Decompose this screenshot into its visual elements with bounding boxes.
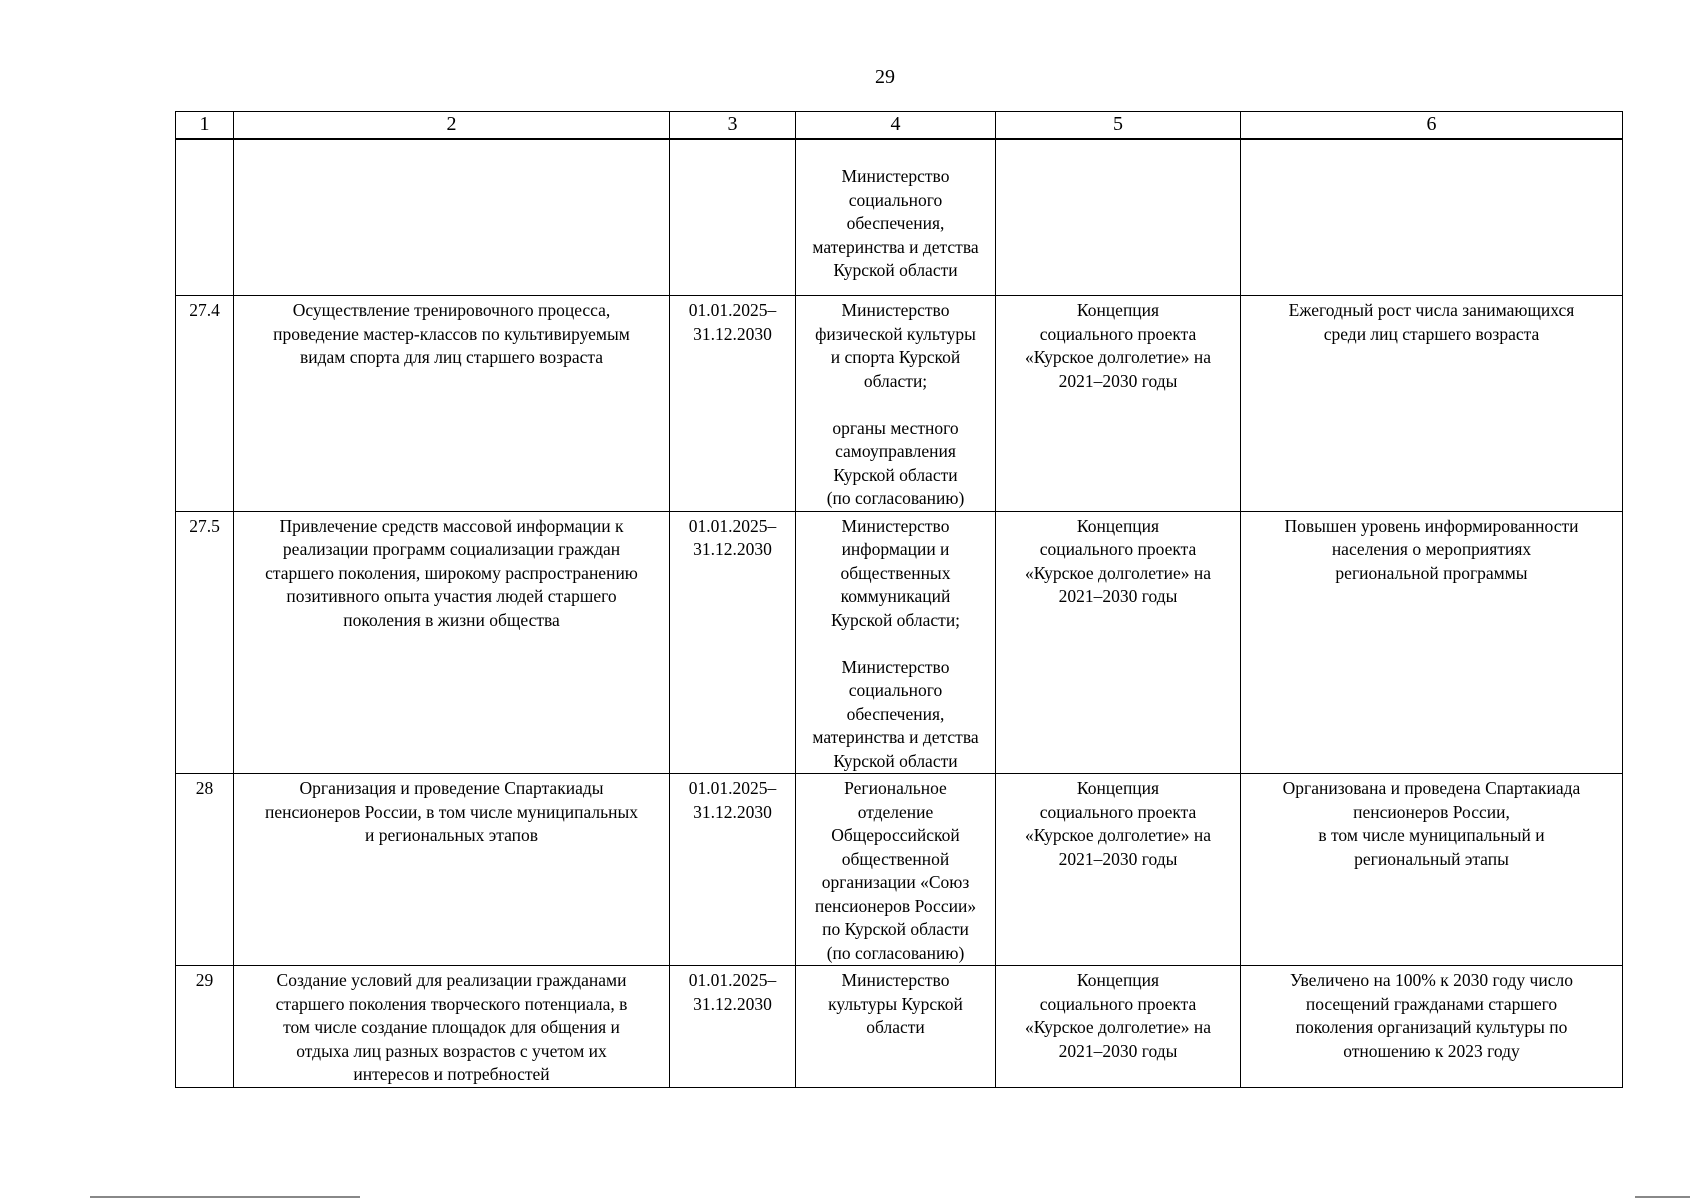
text-line: региональный этапы — [1354, 848, 1509, 869]
table-row — [176, 296, 1623, 512]
text-line: области — [866, 1017, 925, 1037]
document-cell — [996, 966, 1241, 1088]
text-line: Концепция — [1076, 970, 1160, 990]
text-line: 2021–2030 годы — [1058, 1040, 1178, 1061]
text-line: Министерство — [841, 515, 950, 536]
executor-cell — [796, 511, 996, 774]
text-line: обеспечения, — [846, 213, 945, 233]
text-line: 01.01.2025– — [688, 778, 777, 798]
executor-cell — [796, 966, 996, 1088]
table-row — [176, 966, 1623, 1088]
text-line: том числе создание площадок для общения и — [283, 1017, 620, 1037]
text-line: Региональное — [844, 778, 947, 798]
blank-line — [797, 393, 994, 417]
text-line: области; — [863, 370, 928, 391]
text-line: по Курской области — [822, 919, 969, 939]
text-line: (по согласованию) — [826, 942, 965, 963]
text-line: посещений гражданами старшего — [1305, 993, 1558, 1014]
text-line: 01.01.2025– — [688, 970, 777, 990]
text-line: самоуправления — [835, 441, 956, 461]
row-number-cell: 27.4 — [176, 296, 234, 512]
text-line: 2021–2030 годы — [1058, 848, 1178, 869]
text-line: (по согласованию) — [826, 488, 965, 508]
period-cell — [670, 966, 796, 1088]
text-line: Привлечение средств массовой информации к — [279, 515, 624, 536]
row-number-cell: 27.5 — [176, 511, 234, 774]
result-cell — [1241, 966, 1623, 1088]
text-line: Увеличено на 100% к 2030 году число — [1290, 970, 1573, 990]
table-row — [176, 774, 1623, 966]
text-line: позитивного опыта участия людей старшего — [286, 586, 617, 606]
text-line: и региональных этапов — [364, 825, 539, 845]
text-line: «Курское долголетие» на — [1024, 347, 1212, 367]
executor-cell — [796, 296, 996, 512]
text-line: Организация и проведение Спартакиады — [299, 778, 604, 798]
period-cell — [670, 774, 796, 966]
text-line: социального — [848, 189, 943, 210]
measure-cell — [234, 139, 670, 296]
text-line: организации «Союз — [821, 872, 970, 892]
text-line: материнства и детства — [812, 727, 979, 747]
text-line: интересов и потребностей — [353, 1064, 550, 1084]
text-line: социального проекта — [1039, 993, 1197, 1014]
text-line: физической культуры — [815, 323, 976, 344]
text-line: «Курское долголетие» на — [1024, 562, 1212, 583]
text-line: поколения организаций культуры по — [1295, 1017, 1568, 1037]
header-row — [176, 112, 1623, 140]
column-header: 6 — [1241, 112, 1623, 140]
result-cell — [1241, 139, 1623, 296]
blank-line — [797, 632, 994, 656]
measure-cell — [234, 774, 670, 966]
text-line: «Курское долголетие» на — [1024, 1017, 1212, 1037]
text-line: социального — [848, 680, 943, 700]
text-line: органы местного — [832, 417, 959, 438]
text-line: отдыха лиц разных возрастов с учетом их — [296, 1040, 607, 1061]
text-line: 31.12.2030 — [693, 323, 772, 344]
table-row — [176, 511, 1623, 774]
text-line: Общероссийской — [831, 825, 960, 845]
table-row — [176, 139, 1623, 296]
text-line: Организована и проведена Спартакиада — [1282, 778, 1581, 798]
scan-mark — [1635, 1196, 1690, 1198]
action-plan-table — [175, 111, 1623, 1088]
text-line: региональной программы — [1335, 562, 1528, 583]
text-line: социального проекта — [1039, 801, 1197, 822]
text-line: общественных — [840, 562, 951, 583]
text-line: Министерство — [841, 656, 950, 677]
text-line: реализации программ социализации граждан — [282, 539, 621, 559]
text-line: отношению к 2023 году — [1343, 1040, 1520, 1061]
text-line: в том числе муниципальный и — [1318, 825, 1545, 845]
row-number-cell: 28 — [176, 774, 234, 966]
text-line: населения о мероприятиях — [1331, 539, 1532, 559]
result-cell — [1241, 774, 1623, 966]
text-line: Курской области — [833, 260, 958, 280]
column-header: 5 — [996, 112, 1241, 140]
document-cell — [996, 296, 1241, 512]
text-line: пенсионеров России» — [814, 895, 977, 916]
text-line: среди лиц старшего возраста — [1323, 323, 1540, 344]
document-cell — [996, 774, 1241, 966]
text-line: Курской области — [833, 750, 958, 771]
text-line: 2021–2030 годы — [1058, 370, 1178, 391]
text-line: проведение мастер-классов по культивируемым — [273, 323, 630, 344]
text-line: Ежегодный рост числа занимающихся — [1288, 300, 1575, 320]
text-line: 31.12.2030 — [693, 539, 772, 559]
executor-cell — [796, 139, 996, 296]
text-line: 31.12.2030 — [693, 801, 772, 822]
text-line: социального проекта — [1039, 323, 1197, 344]
executor-cell — [796, 774, 996, 966]
text-line: Министерство — [841, 970, 950, 990]
text-line: Повышен уровень информированности — [1284, 515, 1579, 536]
column-header: 4 — [796, 112, 996, 140]
text-line: Министерство — [841, 166, 950, 186]
text-line: обеспечения, — [846, 703, 945, 724]
text-line: материнства и детства — [812, 236, 979, 257]
text-line: социального проекта — [1039, 539, 1197, 559]
text-line: старшего поколения творческого потенциала, в — [275, 993, 628, 1014]
text-line: общественной — [841, 848, 950, 869]
column-header: 3 — [670, 112, 796, 140]
column-header: 2 — [234, 112, 670, 140]
period-cell — [670, 511, 796, 774]
text-line: пенсионеров России, в том числе муниципальных — [264, 801, 639, 822]
measure-cell — [234, 511, 670, 774]
text-line: пенсионеров России, — [1353, 801, 1510, 822]
document-cell — [996, 139, 1241, 296]
text-line: Концепция — [1076, 515, 1160, 536]
result-cell — [1241, 296, 1623, 512]
text-line: культуры Курской — [828, 993, 963, 1014]
scan-mark — [90, 1196, 360, 1198]
text-line: Концепция — [1076, 778, 1160, 798]
text-line: 01.01.2025– — [688, 515, 777, 536]
row-number-cell — [176, 139, 234, 296]
measure-cell — [234, 966, 670, 1088]
text-line: информации и — [841, 539, 950, 559]
text-line: 31.12.2030 — [693, 993, 772, 1014]
column-header: 1 — [176, 112, 234, 140]
text-line: «Курское долголетие» на — [1024, 825, 1212, 845]
text-line: видам спорта для лиц старшего возраста — [299, 347, 604, 367]
text-line: и спорта Курской — [830, 347, 961, 367]
period-cell — [670, 296, 796, 512]
text-line: поколения в жизни общества — [343, 609, 560, 630]
text-line: старшего поколения, широкому распространению — [265, 562, 638, 583]
text-line: коммуникаций — [840, 586, 951, 606]
row-number-cell: 29 — [176, 966, 234, 1088]
text-line: Концепция — [1076, 300, 1160, 320]
period-cell — [670, 139, 796, 296]
text-line: Министерство — [841, 300, 950, 320]
text-line: Осуществление тренировочного процесса, — [292, 300, 611, 320]
text-line: 01.01.2025– — [688, 300, 777, 320]
text-line: отделение — [857, 801, 934, 822]
table-body — [176, 139, 1623, 1087]
document-cell — [996, 511, 1241, 774]
page-number: 29 — [875, 66, 895, 88]
text-line: Курской области; — [830, 609, 961, 630]
text-line: 2021–2030 годы — [1058, 586, 1178, 606]
text-line: Создание условий для реализации гражданами — [276, 970, 627, 990]
text-line: Курской области — [833, 464, 958, 485]
result-cell — [1241, 511, 1623, 774]
measure-cell — [234, 296, 670, 512]
